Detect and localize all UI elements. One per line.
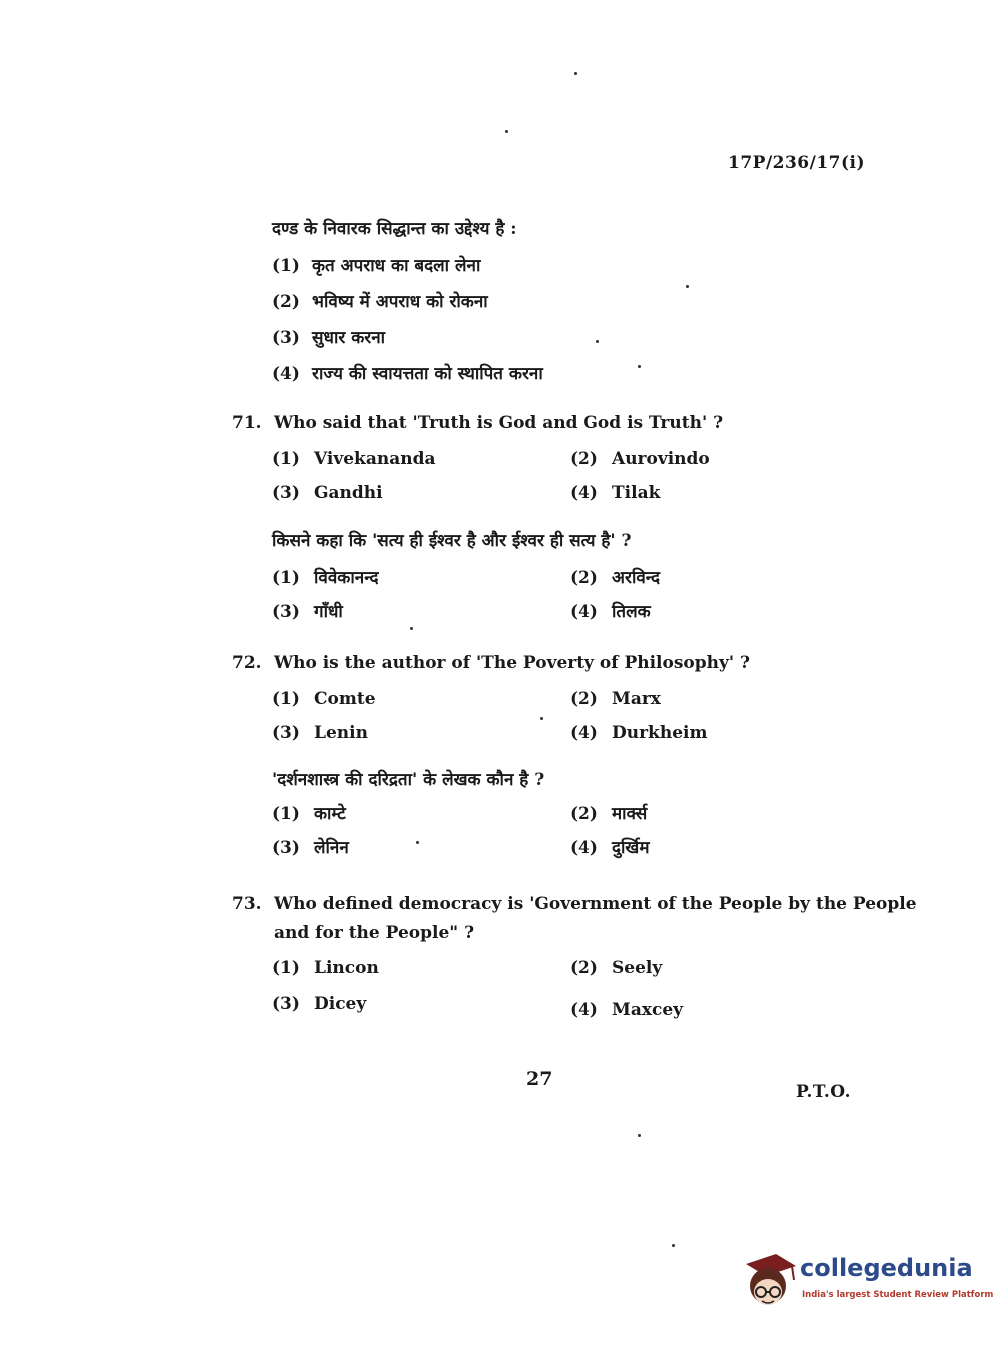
option-number: (1) (272, 689, 300, 709)
paper-code: 17P/236/17(i) (728, 153, 866, 173)
option-text: Dicey (314, 994, 367, 1014)
option-text: लेनिन (314, 838, 349, 858)
option-number: (3) (272, 602, 300, 622)
hindi-question-text: किसने कहा कि 'सत्य ही ईश्वर है और ईश्वर ही सत्य है' ? (272, 531, 632, 551)
option-number: (2) (570, 804, 598, 824)
option-number: (1) (272, 958, 300, 978)
option-number: (3) (272, 483, 300, 503)
option (272, 449, 435, 469)
option-text: मार्क्स (612, 804, 648, 824)
option-number: (3) (272, 838, 300, 858)
option (570, 599, 651, 622)
option-text: गाँधी (314, 602, 343, 622)
q70-option-3 (272, 325, 543, 348)
mascot-icon (742, 1250, 798, 1312)
q73-question (232, 894, 917, 914)
options-row (272, 483, 732, 517)
option (570, 801, 647, 824)
question-text-line1: Who defined democracy is 'Government of the People by the People (274, 894, 917, 914)
option-text: Vivekananda (314, 449, 436, 469)
q71-hindi-question (272, 528, 632, 551)
option-text: Aurovindo (612, 449, 710, 469)
options-row (272, 599, 732, 633)
scan-speck (596, 340, 599, 343)
question-number: 73. (232, 894, 262, 914)
q71-question (232, 413, 723, 433)
option-number: (4) (570, 1000, 598, 1020)
scan-speck (686, 285, 689, 288)
option-number: (2) (570, 449, 598, 469)
q70-option-2 (272, 289, 543, 312)
option (570, 565, 660, 588)
q71-options (272, 449, 732, 517)
option-text: सुधार करना (312, 328, 386, 348)
option-text: Lenin (314, 723, 368, 743)
option (272, 958, 379, 978)
options-row (272, 801, 732, 835)
scan-speck (505, 130, 508, 133)
q70-option-4 (272, 361, 543, 384)
option-text: राज्य की स्वायत्तता को स्थापित करना (312, 364, 543, 384)
option-number: (1) (272, 568, 300, 588)
option-text: भविष्य में अपराध को रोकना (312, 292, 488, 312)
option-number: (3) (272, 723, 300, 743)
option (272, 835, 349, 858)
option-number: (2) (570, 568, 598, 588)
options-row (272, 689, 732, 723)
hindi-question-text: 'दर्शनशास्त्र की दरिद्रता' के लेखक कौन है ? (272, 770, 545, 790)
option (570, 835, 650, 858)
q73-question-line2: and for the People" ? (274, 923, 475, 943)
option (272, 483, 383, 503)
option-number: (3) (272, 994, 300, 1014)
q70-option-1 (272, 253, 543, 276)
scan-speck (672, 1244, 675, 1247)
option-number: (1) (272, 449, 300, 469)
q72-options (272, 689, 732, 757)
q72-hindi-question (272, 767, 544, 790)
q73-options (272, 958, 732, 1028)
option (272, 689, 376, 709)
brand-tagline: India's largest Student Review Platform (802, 1290, 994, 1300)
option (272, 723, 368, 743)
option-text: कृत अपराध का बदला लेना (312, 256, 481, 276)
option-text: काम्टे (314, 804, 346, 824)
q72-question (232, 653, 750, 673)
option (570, 723, 707, 743)
scan-speck (638, 1134, 641, 1137)
q70-hindi-block (272, 216, 543, 384)
scan-speck (410, 627, 413, 630)
option (570, 689, 661, 709)
option (272, 994, 366, 1014)
option-number: (4) (570, 723, 598, 743)
scan-speck (574, 72, 577, 75)
option-text: Maxcey (612, 1000, 684, 1020)
option-text: Seely (612, 958, 663, 978)
option (272, 565, 378, 588)
option-text: अरविन्द (612, 568, 661, 588)
pto-label: P.T.O. (796, 1082, 851, 1102)
question-text: Who is the author of 'The Poverty of Philosophy' ? (274, 653, 750, 673)
scan-speck (638, 365, 641, 368)
option-text: Comte (314, 689, 376, 709)
q71-hindi-options (272, 565, 732, 633)
option-text: विवेकानन्द (314, 568, 379, 588)
option-number: (4) (570, 483, 598, 503)
option-number: (3) (272, 328, 300, 348)
brand-name: collegedunia (800, 1254, 973, 1282)
option (272, 801, 346, 824)
option-number: (4) (570, 838, 598, 858)
scan-speck (540, 717, 543, 720)
option (570, 449, 710, 469)
option-text: Tilak (612, 483, 661, 503)
option (272, 599, 343, 622)
option (570, 483, 660, 503)
option-number: (2) (570, 689, 598, 709)
options-row (272, 994, 732, 1028)
options-row (272, 565, 732, 599)
options-row (272, 723, 732, 757)
options-row (272, 449, 732, 483)
option-text: Gandhi (314, 483, 383, 503)
option (570, 958, 662, 978)
option-number: (2) (570, 958, 598, 978)
q72-hindi-options (272, 801, 732, 869)
option-text: Lincon (314, 958, 379, 978)
scan-speck (416, 841, 419, 844)
option-number: (2) (272, 292, 300, 312)
collegedunia-watermark (742, 1248, 994, 1318)
q70-hindi-question: दण्ड के निवारक सिद्धान्त का उद्देश्य है : (272, 219, 517, 239)
option (570, 1000, 683, 1020)
question-number: 72. (232, 653, 262, 673)
options-row (272, 958, 732, 994)
page-number: 27 (526, 1068, 553, 1090)
question-text: Who said that 'Truth is God and God is Truth' ? (274, 413, 724, 433)
option-text: Durkheim (612, 723, 708, 743)
option-number: (4) (272, 364, 300, 384)
option-number: (1) (272, 804, 300, 824)
option-text: दुर्खिम (612, 838, 650, 858)
option-text: Marx (612, 689, 661, 709)
question-number: 71. (232, 413, 262, 433)
option-number: (4) (570, 602, 598, 622)
options-row (272, 835, 732, 869)
option-text: तिलक (612, 602, 651, 622)
option-number: (1) (272, 256, 300, 276)
